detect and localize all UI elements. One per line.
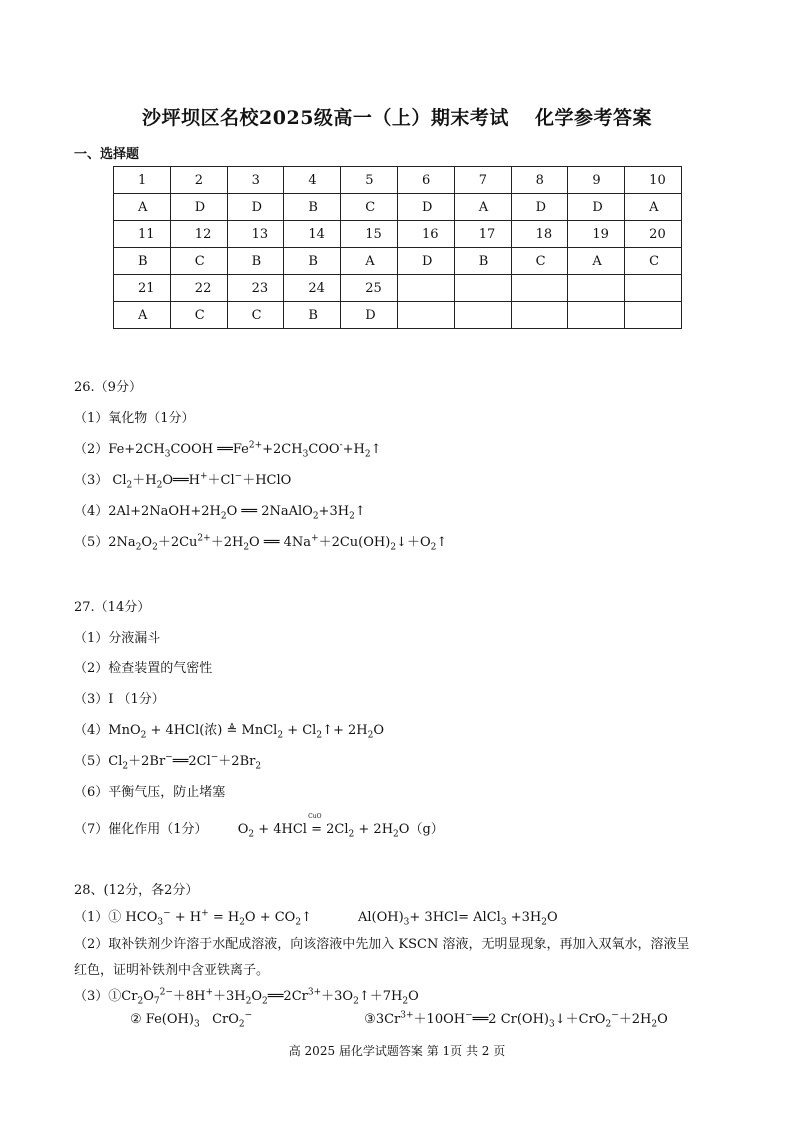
q27-answer-7-text: （7）催化作用（1分）	[74, 822, 208, 837]
answer-row	[114, 194, 682, 221]
table-cell	[568, 275, 625, 302]
table-cell: 12	[170, 221, 227, 248]
table-cell	[454, 302, 511, 329]
page-footer: 高 2025 届化学试题答案 第 1页 共 2 页	[288, 1044, 506, 1058]
table-cell: B	[284, 248, 341, 275]
table-cell: 19	[568, 221, 625, 248]
q26-answer-3: （3） $Cl_2+H_2O══H^++Cl^-+HClO$	[74, 471, 292, 491]
table-cell: B	[284, 194, 341, 221]
table-cell: B	[227, 248, 284, 275]
q28-answer-3-2-sp1: Fe(OH)	[145, 1012, 194, 1027]
catalyst-equals: CuO =	[308, 813, 323, 837]
table-cell: 16	[397, 221, 454, 248]
q27-answer-6: （6）平衡气压，防止堵塞	[74, 785, 226, 800]
table-cell: D	[170, 194, 227, 221]
q26-answer-2-num: （2）	[74, 442, 109, 457]
table-cell: D	[397, 194, 454, 221]
q27-answer-1: （1）分液漏斗	[74, 631, 161, 646]
table-cell	[568, 302, 625, 329]
q28-answer-3-2-num: ②	[130, 1012, 142, 1027]
table-cell: 14	[284, 221, 341, 248]
table-cell: C	[170, 248, 227, 275]
q28-answer-3-1: $(3)①Cr_2O_7^{2-}+8H^++3H_2O_2══2Cr^{3+}+3O_2↑+7H_2O$	[74, 987, 419, 1007]
table-cell: 22	[170, 275, 227, 302]
q28-answer-2-line1: （2）取补铁剂少许溶于水配成溶液，向该溶液中先加入 KSCN 溶液，无明显现象，再加入双氧水，溶液呈	[74, 937, 690, 952]
table-cell: B	[114, 248, 171, 275]
q28-answer-3-3-num: ③	[364, 1012, 376, 1027]
catalyst-label: CuO	[308, 813, 322, 820]
table-cell: 10	[625, 167, 682, 194]
table-cell: 13	[227, 221, 284, 248]
table-cell: C	[511, 248, 568, 275]
q27-answer-4-num: （4）	[74, 723, 109, 738]
q27-heading: 27.（14分）	[74, 600, 151, 615]
question-number-row	[114, 167, 682, 194]
table-cell: 1	[114, 167, 171, 194]
q26-answer-1: （1）氧化物（1分）	[74, 411, 195, 426]
q27-answer-2: （2）检查装置的气密性	[74, 661, 213, 676]
title-sub: 化学参考答案	[534, 107, 652, 129]
table-cell	[397, 275, 454, 302]
table-cell: 9	[568, 167, 625, 194]
table-cell	[511, 302, 568, 329]
table-cell	[625, 302, 682, 329]
answer-row	[114, 248, 682, 275]
question-number-row	[114, 275, 682, 302]
table-cell: 7	[454, 167, 511, 194]
table-cell: 6	[397, 167, 454, 194]
table-cell: D	[341, 302, 398, 329]
section-heading-choice: 一、选择题	[74, 147, 140, 162]
table-cell: 4	[284, 167, 341, 194]
table-cell: 2	[170, 167, 227, 194]
table-cell: D	[397, 248, 454, 275]
table-cell: A	[568, 248, 625, 275]
table-cell: C	[625, 248, 682, 275]
table-cell: 8	[511, 167, 568, 194]
q27-answer-3: （3）I （1分）	[74, 692, 165, 707]
table-cell	[625, 275, 682, 302]
table-cell: B	[454, 248, 511, 275]
table-cell: 17	[454, 221, 511, 248]
table-cell: A	[341, 248, 398, 275]
q28-answer-1-num: （1）①	[74, 910, 122, 925]
q27-answer-7-state: （g）	[409, 822, 444, 837]
table-cell: 21	[114, 275, 171, 302]
q26-answer-4: $(4)2Al+2NaOH+2H_2O$ ══ $2NaAlO_2+3H_2↑$	[74, 504, 366, 522]
table-cell: A	[625, 194, 682, 221]
q28-answer-2-line2: 红色，证明补铁剂中含亚铁离子。	[74, 963, 270, 978]
table-cell: 24	[284, 275, 341, 302]
q27-answer-4: （4）MnO$_2$ + 4HCl(浓) ≜ MnCl$_2$ + $Cl_2↑+ 2H_2O$	[74, 723, 384, 741]
table-cell: 18	[511, 221, 568, 248]
table-cell: C	[227, 302, 284, 329]
q27-answer-5-num: （5）	[74, 754, 109, 769]
table-cell: 3	[227, 167, 284, 194]
title-main: 沙坪坝区名校2025级高一（上）期末考试	[142, 107, 509, 129]
table-cell: 25	[341, 275, 398, 302]
q26-answer-4-num: （4）	[74, 504, 109, 519]
table-cell	[454, 275, 511, 302]
q27-answer-7: （7）催化作用（1分） $O_2 + 4HCl$ CuO = $2Cl_2 + 2H_2O(g)$	[74, 813, 444, 840]
table-cell: D	[227, 194, 284, 221]
table-cell: A	[114, 302, 171, 329]
table-cell: A	[114, 194, 171, 221]
table-cell: A	[454, 194, 511, 221]
q26-heading: 26.（9分）	[74, 380, 142, 395]
q26-answer-3-num: （3）	[74, 473, 109, 488]
q26-answer-2: $(2)Fe+2CH_3COOH$ $══Fe^{2+}+2CH_3COO^-+H_2↑$	[74, 440, 382, 460]
table-cell	[511, 275, 568, 302]
table-cell: D	[568, 194, 625, 221]
table-cell: 20	[625, 221, 682, 248]
q26-answer-5: $(5)2Na_2O_2+2Cu^{2+}+2H_2O$ ══ $4Na^++2Cu(OH)_2↓+O_2↑$	[74, 533, 448, 553]
page-title	[0, 103, 794, 130]
table-cell: 23	[227, 275, 284, 302]
answer-row	[114, 302, 682, 329]
table-cell: 11	[114, 221, 171, 248]
q28-answer-3-num: （3）①	[74, 989, 122, 1004]
table-cell: B	[284, 302, 341, 329]
table-cell	[397, 302, 454, 329]
table-cell: 5	[341, 167, 398, 194]
table-cell: C	[170, 302, 227, 329]
table-cell: D	[511, 194, 568, 221]
q28-heading: 28、(12分，各2分）	[74, 883, 199, 898]
q28-answer-3-2: ② $Fe(OH)_3$ CrO$_2$− $③3Cr^{3+}+10OH^-══2$ $Cr(OH)_3↓+CrO_2^-+2H_2O$	[130, 1010, 668, 1030]
q27-answer-5: $(5)Cl_2+2Br^-══2Cl^-+2Br_2$	[74, 752, 262, 772]
question-number-row	[114, 221, 682, 248]
table-cell: 15	[341, 221, 398, 248]
q26-answer-5-num: （5）	[74, 535, 109, 550]
answer-table	[113, 166, 682, 329]
q28-answer-1: （1）① $HCO_3^- + H^+ = H_2O$ + $CO_2↑$ $Al(OH)_3+ 3HCl=$ AlCl$_3$ $+3H_2O$	[74, 908, 558, 928]
table-cell: C	[341, 194, 398, 221]
